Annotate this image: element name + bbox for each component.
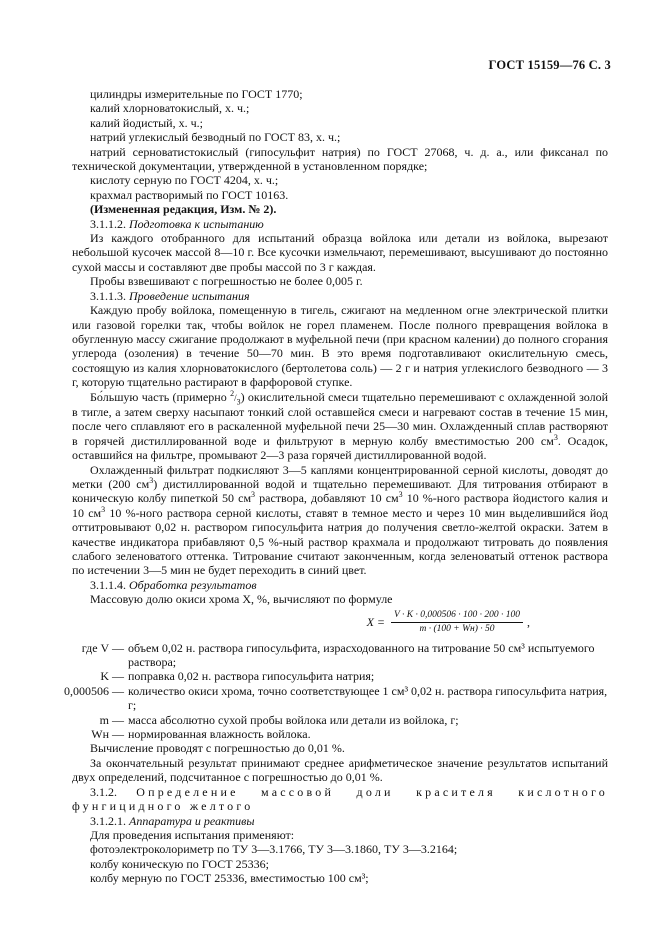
definition-key: K — [100, 669, 124, 684]
definition-text: объем 0,02 н. раствора гипосульфита, израсходованного на титрование 50 см³ испытуемого раствора; [128, 640, 595, 670]
paragraph: За окончательный результат принимают среднее арифметическое значение результатов испытаний двух определений, подсчитанное с погрешностью до 0,01 %. [72, 755, 608, 785]
paragraph: Каждую пробу войлока, помещенную в тигель, сжигают на медленном огне электрической плитки или газовой горелки так, чтобы войлок не горел пламенем. После полного превращения войлока в обугленную массу сжигание продолжают в муфельной печи (при красном калении) до полного сгорания углерода (озоления) в течение 50—70 мин. В это время подготавливают окислительную смесь, состоящую из калия хлорноватокислого (бертолетова соль) — 2 г и натрия углекислого безводного — 3 г, которую тщательно растирают в фарфоровой ступке. [72, 303, 608, 390]
variable-definitions [0, 641, 608, 742]
paragraph: Бо́льшую часть (примерно $^2/_3$) окислительной смеси тщательно перемешивают с охлажденной золой в тигле, а затем сверху насыпают тонкий слой оставшейся смеси и нагревают состав в течение 15 мин, после чего сплавляют его в раскаленной муфельной печи 25—30 мин. Охлажденный сплав растворяют в горячей дистиллированной воде и фильтруют в мерную колбу вместимостью 200 $см^3$. Осадок, оставшийся на фильтре, промывают 2—3 раза горячей дистиллированной водой. [72, 388, 608, 463]
formula-lhs: X = [366, 614, 386, 629]
definition-row [0, 684, 608, 713]
section-number: 3.1.1.4. [90, 577, 126, 592]
definition-text: поправка 0,02 н. раствора гипосульфита натрия; [128, 669, 375, 684]
paragraph: Для проведения испытания применяют: [90, 827, 295, 842]
section-heading [72, 785, 608, 814]
section-heading [90, 217, 608, 231]
formula [90, 610, 608, 635]
list-item: кислоту серную по ГОСТ 4204, х. ч.; [90, 173, 279, 188]
list-item: фотоэлектроколориметр по ТУ 3—3.1766, ТУ 3—3.1860, ТУ 3—3.2164; [90, 842, 458, 857]
section-title: Обработка результатов [129, 577, 257, 592]
definition-row [0, 669, 608, 683]
definition-key: 0,000506 — [64, 683, 124, 698]
definition-key: Wн — [91, 727, 124, 742]
list-item: колбу мерную по ГОСТ 25336, вместимостью 100 см³; [90, 871, 369, 886]
section-number: 3.1.1.3. [90, 288, 126, 303]
section-number: 3.1.1.2. [90, 216, 126, 231]
definition-text: масса абсолютно сухой пробы войлока или детали из войлока, г; [128, 712, 459, 727]
list-item: натрий углекислый безводный по ГОСТ 83, х. ч.; [90, 130, 341, 145]
formula-fraction [391, 610, 523, 635]
definition-row [0, 713, 608, 727]
section-number: 3.1.2. [90, 784, 117, 799]
list-item: цилиндры измерительные по ГОСТ 1770; [90, 87, 303, 101]
formula-numerator: V · K · 0,000506 · 100 · 200 · 100 [391, 610, 523, 623]
paragraph: Из каждого отобранного для испытаний образца войлока или детали из войлока, вырезают небольшой кусочек массой 8—10 г. Все кусочки измельчают, перемешивают, высушивают до постоянно сухой массы и составляют две пробы массой по 3 г каждая. [72, 231, 608, 274]
paragraph: Охлажденный фильтрат подкисляют 3—5 каплями концентрированной серной кислоты, доводят до метки (200 $см^3$) дистиллированной водой и тщательно перемешивают. Для титрования отбирают в коническую колбу пипеткой 50 $см^3$ раствора, добавляют 10 $см^3$ 10 %-ного раствора йодистого калия и 10 $см^3$ 10 %-ного раствора серной кислоты, ставят в темное место и через 10 мин выделившийся йод оттитровывают 0,02 н. раствором гипосульфита натрия до получения светло-желтой окраски. Затем в качестве индикатора прибавляют 0,5 %-ный раствор крахмала и продолжают титровать до появления слабого зеленоватого оттенка. Титрование считают законченным, когда зеленоватый оттенок раствора по истечении 3—5 мин не будет переходить в синий цвет. [72, 462, 609, 578]
definition-text: нормированная влажность войлока. [128, 727, 311, 742]
page-header: ГОСТ 15159—76 С. 3 [488, 58, 611, 72]
list-item: калий хлорноватокислый, х. ч.; [90, 101, 250, 116]
formula-tail: , [527, 614, 530, 629]
section-number: 3.1.2.1. [90, 813, 126, 828]
formula-denominator: m · (100 + Wн) · 50 [419, 623, 495, 634]
definition-key: m — [99, 712, 124, 727]
definition-row [0, 727, 608, 741]
section-heading [90, 814, 608, 828]
paragraph: Вычисление проводят с погрешностью до 0,01 %. [90, 741, 345, 756]
section-title: Определение массовой доли красителя кислотного фунгицидного желтого [72, 784, 608, 814]
definition-key: где V — [81, 640, 124, 655]
section-title: Подготовка к испытанию [129, 216, 264, 231]
paragraph: Массовую долю окиси хрома X, %, вычисляют по формуле [90, 592, 393, 607]
section-heading [90, 578, 608, 592]
list-item: натрий серноватистокислый (гипосульфит натрия) по ГОСТ 27068, ч. д. а., или фиксанал по технической документации, утвержденной в установленном порядке; [72, 144, 608, 174]
list-item: крахмал растворимый по ГОСТ 10163. [90, 187, 289, 202]
section-title: Проведение испытания [129, 288, 250, 303]
list-item: колбу коническую по ГОСТ 25336; [90, 856, 269, 871]
paragraph: Пробы взвешивают с погрешностью не более 0,005 г. [90, 274, 363, 289]
definition-text: количество окиси хрома, точно соответствующее 1 см³ 0,02 н. раствора гипосульфита натрия, г; [128, 683, 608, 713]
list-item: калий йодистый, х. ч.; [90, 115, 203, 130]
section-heading [90, 289, 608, 303]
section-title: Аппаратура и реактивы [129, 813, 255, 828]
amendment-note: (Измененная редакция, Изм. № 2). [90, 202, 277, 217]
document-body [64, 87, 609, 886]
definition-row [0, 641, 608, 670]
